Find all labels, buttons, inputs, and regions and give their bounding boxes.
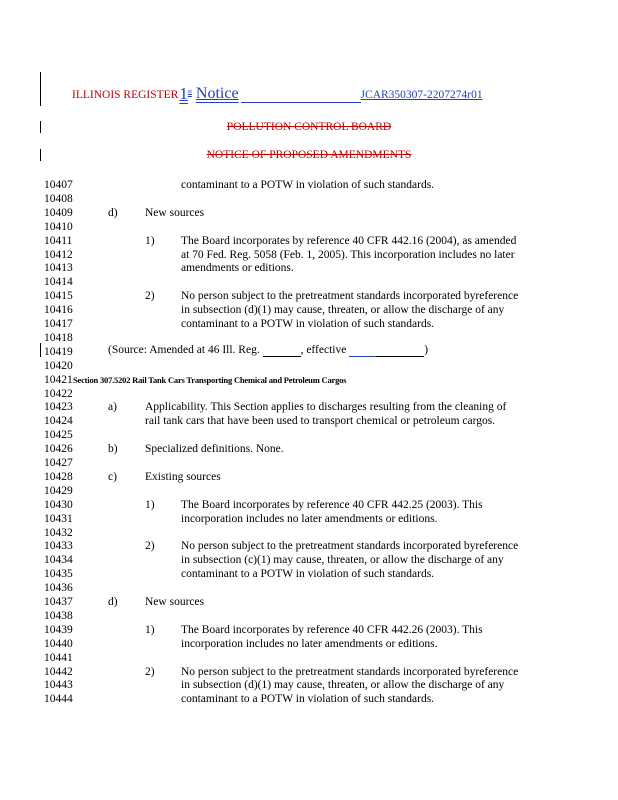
line-text: Applicability. This Section applies to discharges resulting from the cleaning of [145, 401, 507, 414]
line-number: 10413 [44, 262, 73, 275]
line-number: 10418 [44, 331, 73, 344]
line-number: 10411 [44, 234, 73, 247]
line-text: in subsection (c)(1) may cause, threaten, or allow the discharge of any [181, 554, 504, 567]
line-number: 10435 [44, 568, 73, 581]
line-number: 10423 [44, 401, 73, 414]
line-number: 10432 [44, 526, 73, 539]
line-text: No person subject to the pretreatment standards incorporated byreference [181, 540, 519, 553]
line-number: 10438 [44, 609, 73, 622]
list-marker: 1) [145, 234, 155, 247]
list-marker: a) [108, 401, 117, 414]
line-number: 10410 [44, 220, 73, 233]
line-number: 10441 [44, 651, 73, 664]
source-note [108, 343, 428, 357]
line-number: 10419 [44, 345, 73, 358]
list-marker: d) [108, 206, 118, 219]
line-text: amendments or editions. [181, 262, 294, 275]
line-text: The Board incorporates by reference 40 CFR 442.26 (2003). This [181, 623, 483, 636]
line-number: 10414 [44, 276, 73, 289]
register-header [72, 83, 483, 103]
source-note-middle: , effective [300, 344, 347, 356]
line-number: 10430 [44, 498, 73, 511]
line-text: in subsection (d)(1) may cause, threaten, or allow the discharge of any [181, 304, 505, 317]
notice-label: Notice [195, 85, 239, 102]
line-text: in subsection (d)(1) may cause, threaten, or allow the discharge of any [181, 679, 505, 692]
line-number: 10426 [44, 443, 73, 456]
line-number: 10433 [44, 540, 73, 553]
list-marker: 2) [145, 540, 155, 553]
list-marker: 2) [145, 290, 155, 303]
line-number: 10444 [44, 693, 73, 706]
register-label: ILLINOIS REGISTER [72, 89, 179, 101]
line-number: 10417 [44, 318, 73, 330]
issue-number: 1 [179, 84, 188, 103]
agency-title: POLLUTION CONTROL BOARD [226, 121, 392, 133]
effective-date-blank [349, 345, 424, 357]
line-number: 10437 [44, 596, 73, 608]
list-marker: c) [108, 470, 117, 483]
line-text: New sources [145, 206, 205, 219]
line-number: 10439 [44, 623, 73, 636]
register-page-blank [263, 345, 301, 357]
list-marker: 2) [145, 665, 155, 678]
line-number: 10420 [44, 359, 73, 372]
line-text: New sources [145, 596, 205, 608]
line-number: 10407 [44, 179, 73, 191]
line-number: 10415 [44, 290, 73, 303]
section-heading: Section 307.5202 Rail Tank Cars Transporting Chemical and Petroleum Cargos [73, 375, 347, 385]
line-number: 10424 [44, 415, 73, 428]
line-number: 10408 [44, 192, 73, 205]
line-number: 10429 [44, 484, 73, 497]
line-number: 10412 [44, 248, 73, 261]
line-number: 10443 [44, 679, 73, 692]
list-marker: 1) [145, 623, 155, 636]
source-note-suffix: ) [424, 344, 429, 356]
issue-suffix: st [187, 89, 192, 96]
line-number: 10428 [44, 470, 73, 483]
line-number: 10442 [44, 665, 73, 678]
line-text: No person subject to the pretreatment standards incorporated byreference [181, 665, 519, 678]
line-text: contaminant to a POTW in violation of such standards. [181, 568, 435, 581]
line-number: 10440 [44, 637, 73, 650]
list-marker: 1) [145, 498, 155, 511]
list-marker: d) [108, 596, 118, 608]
notice-type-title: NOTICE OF PROPOSED AMENDMENTS [206, 149, 412, 161]
source-note-prefix: (Source: Amended at 46 Ill. Reg. [108, 344, 260, 356]
line-text: contaminant to a POTW in violation of such standards. [181, 179, 435, 191]
line-text: Specialized definitions. None. [145, 443, 284, 456]
line-text: rail tank cars that have been used to transport chemical or petroleum cargos. [145, 415, 496, 428]
jcar-code: JCAR350307-2207274r01 [360, 89, 483, 101]
line-text: Existing sources [145, 470, 221, 483]
line-number: 10425 [44, 429, 73, 442]
line-text: at 70 Fed. Reg. 5058 (Feb. 1, 2005). This incorporation includes no later [181, 248, 515, 261]
line-text: contaminant to a POTW in violation of such standards. [181, 693, 435, 706]
line-number: 10431 [44, 512, 73, 525]
line-number: 10436 [44, 582, 73, 595]
list-marker: b) [108, 443, 118, 456]
line-text: contaminant to a POTW in violation of such standards. [181, 318, 435, 330]
line-text: No person subject to the pretreatment standards incorporated byreference [181, 290, 519, 303]
line-number: 10422 [44, 387, 73, 400]
line-text: incorporation includes no later amendments or editions. [181, 512, 438, 525]
line-number: 10409 [44, 206, 73, 219]
line-text: The Board incorporates by reference 40 CFR 442.25 (2003). This [181, 498, 483, 511]
line-number: 10434 [44, 554, 73, 567]
line-number: 10416 [44, 304, 73, 317]
line-number: 10421 [44, 373, 73, 386]
line-text: incorporation includes no later amendments or editions. [181, 637, 438, 650]
line-text: The Board incorporates by reference 40 CFR 442.16 (2004), as amended [181, 234, 517, 247]
line-number: 10427 [44, 457, 73, 469]
revision-bar-1 [40, 72, 41, 106]
revision-bar-4 [40, 343, 41, 357]
header-rule [241, 90, 361, 103]
